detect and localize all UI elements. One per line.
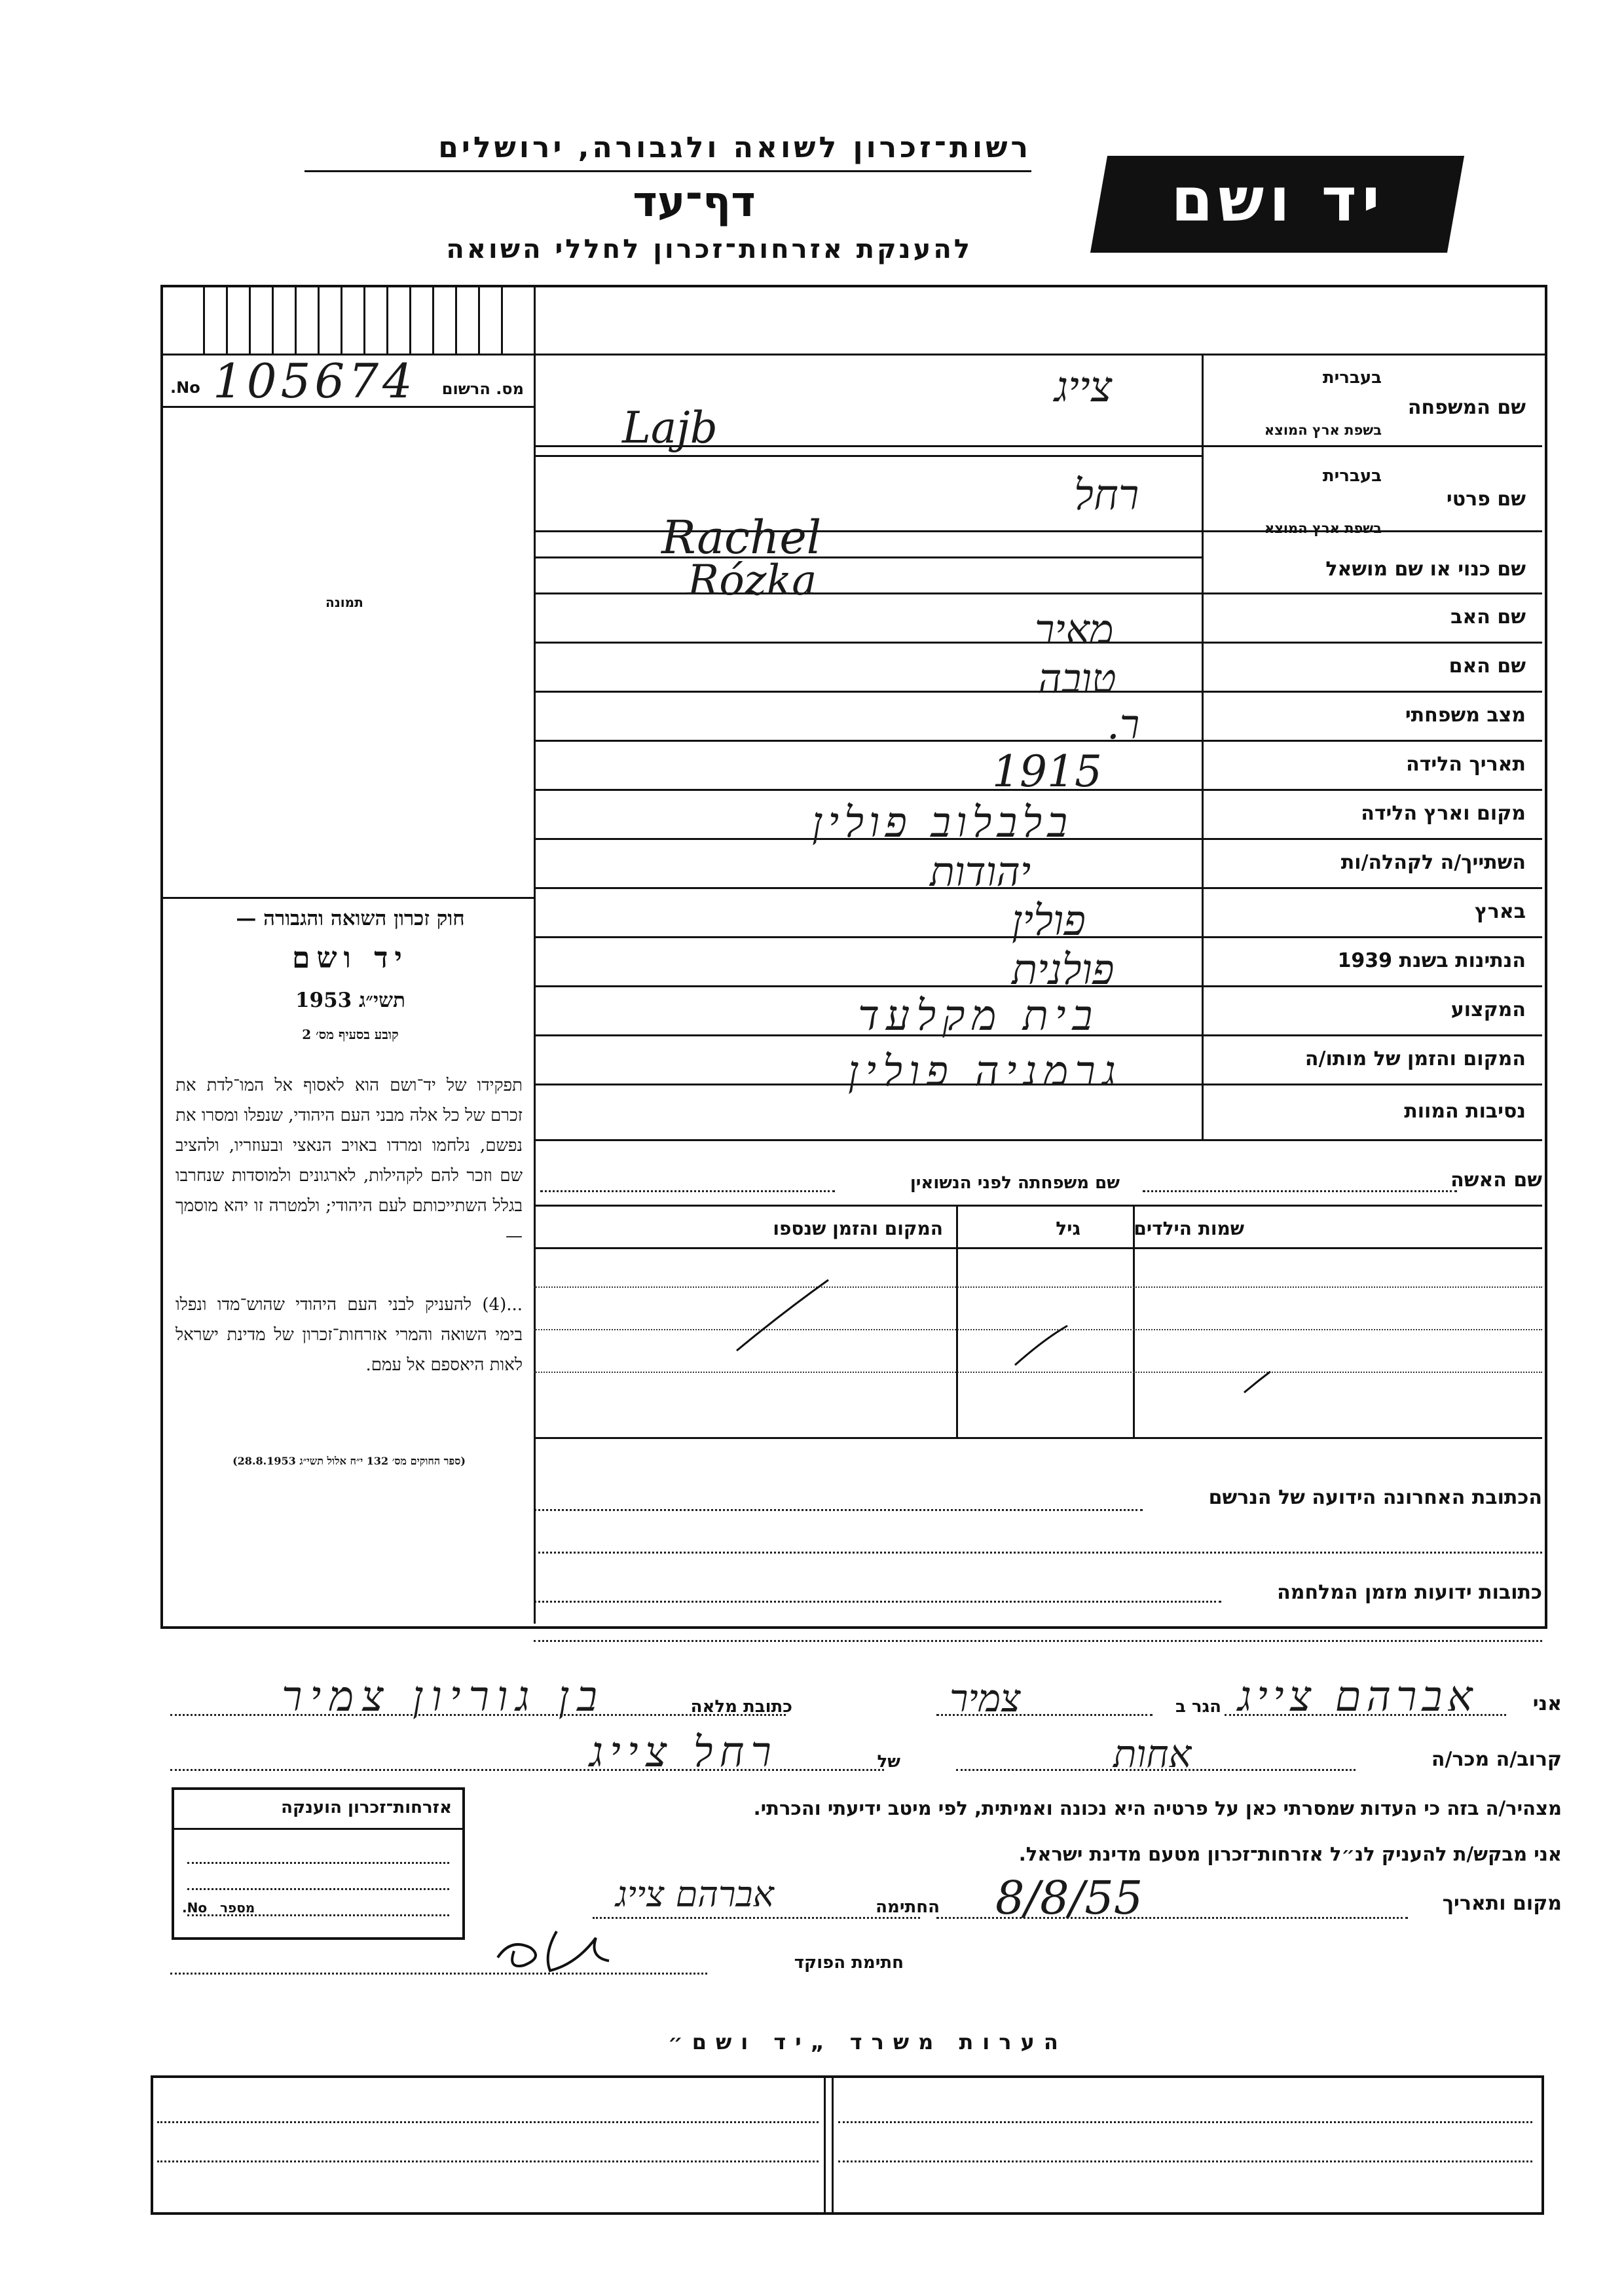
- reg-number: 105674: [213, 354, 416, 409]
- row-line: [534, 740, 1542, 742]
- first-name-sub-origin: בשפת ארץ המוצא: [1264, 520, 1382, 536]
- signature-value: אברהם צייג: [616, 1874, 774, 1915]
- nickname-value: Rózka: [688, 556, 817, 605]
- profession-value: בית מקלעד: [858, 992, 1099, 1040]
- declarant-name-value: אברהם צייג: [1238, 1673, 1478, 1721]
- clerk-signature-label: חתימת הפוקד: [794, 1953, 904, 1973]
- children-strike-marks: [534, 1247, 1542, 1437]
- row-line: [534, 1205, 1542, 1207]
- law-paragraph-2: ...(4) להעניק לבני העם היהודי שהוש־מדו ונפלו בימי השואה והמרי אזרחות־זכרון של מדינת ישראל לאות היאספם אל עמם.: [175, 1295, 523, 1375]
- strip-tick: [226, 286, 228, 354]
- citizenship-field-1[interactable]: [187, 1862, 449, 1864]
- row-line: [534, 592, 1542, 594]
- strip-tick: [455, 286, 457, 354]
- office-notes-line[interactable]: [157, 2160, 819, 2162]
- children-fate-header: המקום והזמן שנספו: [773, 1218, 943, 1239]
- office-notes-divider: [824, 2075, 826, 2212]
- strip-tick: [432, 286, 434, 354]
- strip-tick: [203, 286, 205, 354]
- citizenship-box: [172, 1787, 465, 1940]
- father-label: שם האב: [1450, 606, 1526, 629]
- row-line: [534, 1139, 1542, 1141]
- office-notes-divider: [832, 2075, 834, 2212]
- office-notes-title: הערות משרד „יד ושם״: [668, 2030, 1067, 2054]
- family-name-sub-hebrew: בעברית: [1322, 368, 1382, 388]
- family-name-origin-value: Lajb: [622, 403, 718, 453]
- row-line: [534, 1437, 1542, 1439]
- citizenship-number-label: מספר: [220, 1900, 255, 1916]
- strip-tick: [272, 286, 274, 354]
- marital-status-label: מצב משפחתי: [1405, 704, 1526, 727]
- reg-no-prefix: No.: [170, 378, 200, 397]
- left-column-divider-lower: [534, 1437, 536, 1624]
- strip-tick: [341, 286, 342, 354]
- birth-date-label: תאריך הלידה: [1406, 753, 1526, 776]
- label-column-divider: [1202, 354, 1204, 1139]
- family-name-label: שם המשפחה: [1407, 396, 1526, 419]
- law-box-top: [160, 897, 534, 899]
- resident-label: הגר ב: [1175, 1697, 1221, 1717]
- law-clause: קובע בסעיף מס׳ 2: [302, 1027, 399, 1042]
- family-name-hebrew-value: צייג: [1054, 363, 1113, 412]
- place-date-label: מקום ותאריך: [1442, 1892, 1562, 1915]
- strip-tick: [318, 286, 320, 354]
- family-name-sub-origin: בשפת ארץ המוצא: [1264, 422, 1382, 438]
- citizenship-box-title: אזרחות־זכרון הוענקה: [281, 1798, 452, 1817]
- declarant-i-label: אני: [1532, 1692, 1562, 1715]
- first-name-hebrew-value: רחל: [1074, 471, 1139, 520]
- photo-label: תמונה: [325, 594, 363, 610]
- strip-tick: [386, 286, 388, 354]
- office-notes-box: [151, 2075, 1544, 2215]
- father-value: מאיר: [1035, 606, 1114, 653]
- community-label: השתייך/ה לקהלה/ות: [1340, 851, 1526, 874]
- yad-vashem-logo: [1090, 156, 1464, 253]
- country-label: בארץ: [1474, 900, 1526, 923]
- law-title: חוק זכרון השואה והגבורה —: [236, 907, 465, 930]
- logo-text: יד ושם: [1171, 165, 1385, 235]
- relative-label: קרוב/ה מכר/ה: [1431, 1748, 1562, 1771]
- full-address-value: בן גוריון צמיר: [282, 1673, 605, 1721]
- citizenship-box-rule: [174, 1828, 462, 1830]
- country-value: פולין: [1012, 897, 1086, 945]
- office-notes-line[interactable]: [157, 2121, 819, 2123]
- law-name: יד ושם: [292, 941, 409, 975]
- death-place-value: גרמניה פולין: [848, 1048, 1122, 1096]
- strip-tick: [501, 286, 503, 354]
- request-text: אני מבקש/ת להעניק לנ״ל אזרחות־זכרון מטעם מדינת ישראל.: [1018, 1843, 1562, 1865]
- relation-value: אחות: [1113, 1732, 1192, 1776]
- date-value: 8/8/55: [995, 1871, 1143, 1925]
- signature-label: החתימה: [876, 1897, 940, 1917]
- strip-tick: [478, 286, 480, 354]
- law-paragraph-1: תפקידו של יד־ושם הוא לאסוף אל המו־לדת את זכרם של כל אלה מבני העם היהודי, שנפלו ומסרו את נפשם, נלחמו ומרדו באויב הנאצי ובעוזריו, ולהציב שם וזכר להם לקהילות, לארגונים ולמוסדות שנחרבו בגלל השתייכותם לעם היהודי; ולמטרה זו יהא מוסמך —: [175, 1076, 523, 1246]
- strip-tick: [409, 286, 411, 354]
- death-place-label: המקום והזמן של מותו/ה: [1304, 1048, 1526, 1070]
- reg-label: מס. הרשום: [441, 380, 524, 398]
- citizenship-field-2[interactable]: [187, 1888, 449, 1890]
- office-notes-line[interactable]: [838, 2160, 1532, 2162]
- citizenship-no-prefix: No.: [182, 1900, 208, 1916]
- last-address-label: הכתובת האחרונה הידועה של הנרשם: [1208, 1486, 1542, 1509]
- authority-title: רשות־זכרון לשואה ולגבורה, ירושלים: [438, 131, 1031, 164]
- mother-value: טובה: [1038, 655, 1116, 702]
- birth-date-value: 1915: [992, 746, 1102, 797]
- authority-underline: [304, 170, 1031, 172]
- children-age-header: גיל: [1056, 1218, 1080, 1239]
- statement-text: מצהיר/ה בזה כי העדות שמסרתי כאן על פרטיה היא נכונה ואמיתית, לפי מיטב ידיעתי והכרתי.: [753, 1797, 1562, 1819]
- resident-city-value: צמיר: [950, 1676, 1021, 1721]
- form-title: דף־עד: [633, 178, 756, 227]
- marital-status-value: ר.: [1107, 701, 1140, 748]
- wartime-address-field[interactable]: [534, 1601, 1221, 1603]
- last-address-field-2[interactable]: [534, 1552, 1542, 1554]
- nickname-label: שם כנוי או שם מושאל: [1325, 558, 1526, 581]
- first-name-sub-hebrew: בעברית: [1322, 466, 1382, 486]
- maiden-name-label: שם משפחתה לפני הנשואין: [910, 1173, 1120, 1193]
- strip-tick: [249, 286, 251, 354]
- birth-place-label: מקום וארץ הלידה: [1361, 802, 1526, 825]
- reg-line: [160, 406, 534, 408]
- of-value: רחל צייג: [589, 1728, 778, 1777]
- first-name-origin-value: Rachel: [661, 511, 822, 564]
- of-label: של: [877, 1752, 900, 1772]
- wife-field[interactable]: [1143, 1190, 1457, 1192]
- row-line: [534, 455, 1202, 457]
- law-source: (ספר החוקים מס׳ 132 י״ח אלול תשי״ג 28.8.1953): [232, 1455, 466, 1467]
- clerk-signature-mark: [485, 1918, 642, 1977]
- row-line: [534, 556, 1202, 558]
- first-name-label: שם פרטי: [1446, 488, 1526, 511]
- last-address-field[interactable]: [534, 1509, 1143, 1511]
- wartime-address-label: כתובות ידועות מזמן המלחמה: [1277, 1581, 1542, 1604]
- death-circumstances-label: נסיבות המוות: [1404, 1100, 1526, 1123]
- nationality-value: פולנית: [1012, 946, 1115, 994]
- row-line: [534, 887, 1542, 889]
- mother-label: שם האם: [1449, 655, 1526, 678]
- signature-field[interactable]: [593, 1917, 920, 1919]
- full-address-label: כתובת מלאה: [690, 1697, 792, 1717]
- children-names-header: שמות הילדים: [1134, 1218, 1244, 1239]
- nationality-label: הנתינות בשנת 1939: [1337, 949, 1526, 972]
- community-value: יהודות: [930, 848, 1031, 896]
- maiden-name-field[interactable]: [540, 1190, 835, 1192]
- form-subtitle: להענקת אזרחות־זכרון לחללי השואה: [446, 234, 972, 264]
- office-notes-line[interactable]: [838, 2121, 1532, 2123]
- profession-label: המקצוע: [1450, 998, 1526, 1021]
- birth-place-value: בלבלוב פולין: [812, 799, 1073, 847]
- strip-tick: [363, 286, 365, 354]
- wartime-address-field-2[interactable]: [534, 1640, 1542, 1642]
- wife-label: שם האשה: [1450, 1169, 1542, 1192]
- law-year: תשי״ג 1953: [295, 989, 406, 1012]
- strip-tick: [295, 286, 297, 354]
